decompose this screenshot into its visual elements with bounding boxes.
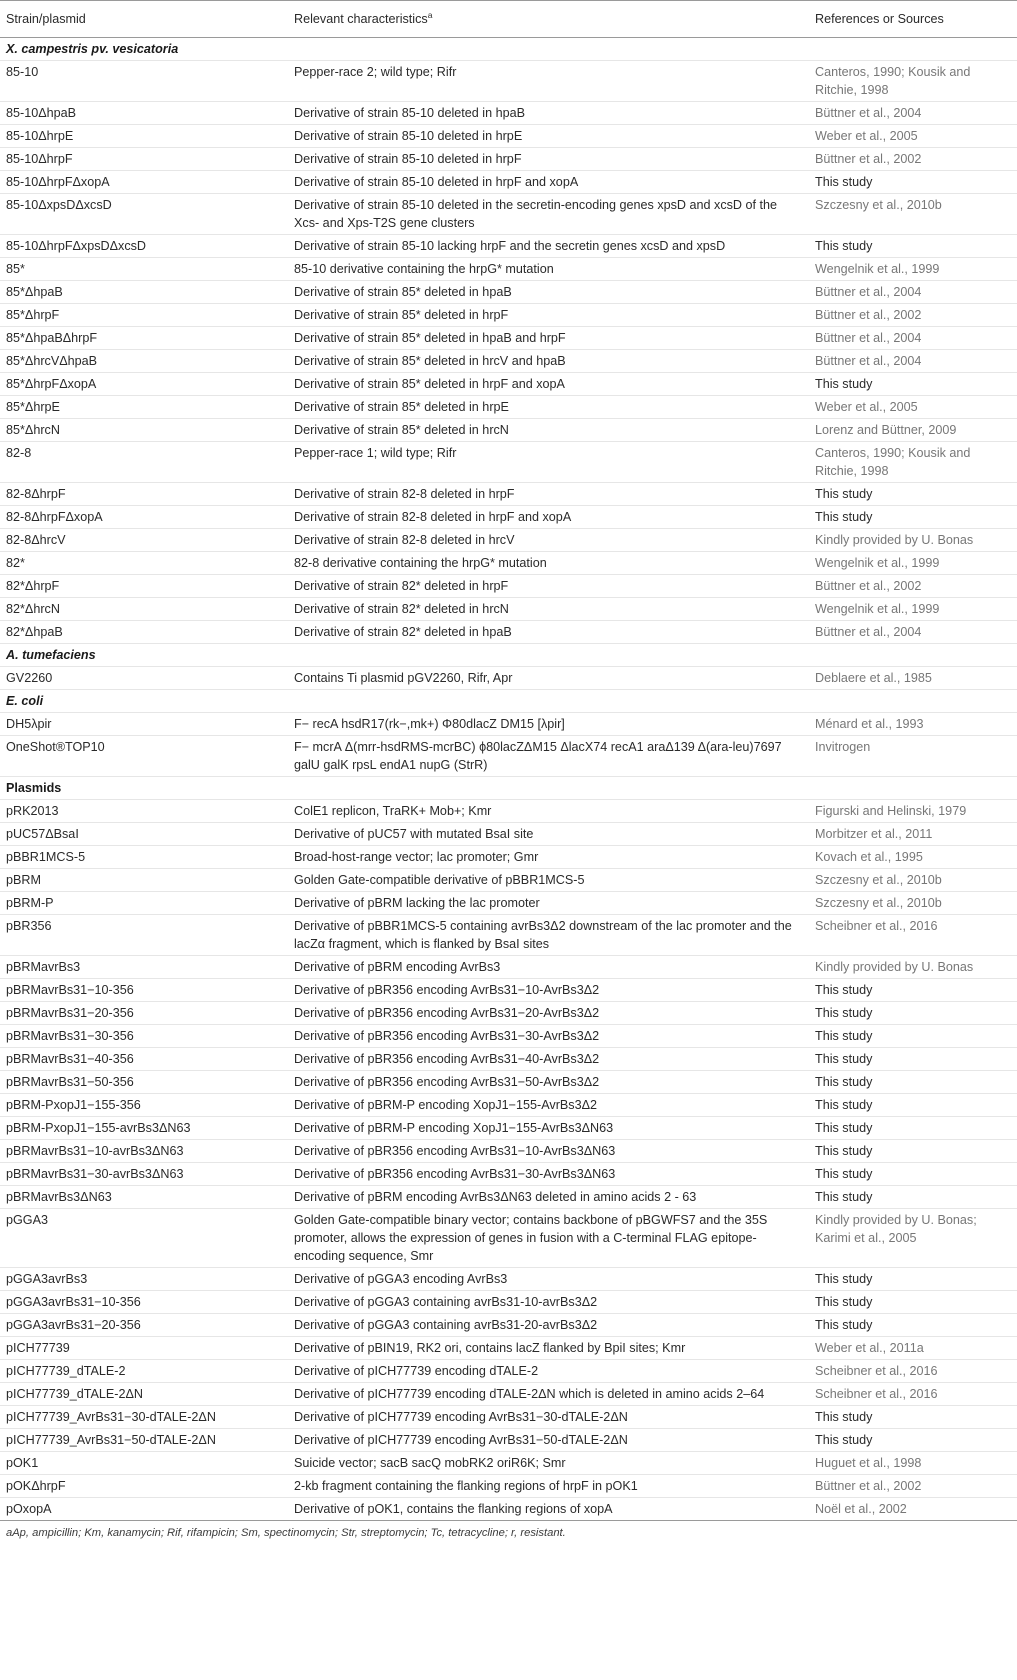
cell-strain: GV2260 xyxy=(0,667,287,690)
cell-strain: 82*ΔhpaB xyxy=(0,621,287,644)
table-row xyxy=(0,148,1017,171)
cell-strain: 85*ΔhrpE xyxy=(0,396,287,419)
cell-reference: This study xyxy=(807,1406,1017,1429)
cell-reference: Canteros, 1990; Kousik and Ritchie, 1998 xyxy=(807,442,1017,483)
cell-characteristics: Derivative of pICH77739 encoding AvrBs31−50-dTALE-2ΔN xyxy=(287,1429,807,1452)
table-row xyxy=(0,327,1017,350)
table-row xyxy=(0,1475,1017,1498)
cell-characteristics: Suicide vector; sacB sacQ mobRK2 oriR6K; Smr xyxy=(287,1452,807,1475)
cell-strain: 85*ΔhrcN xyxy=(0,419,287,442)
table-row xyxy=(0,442,1017,483)
cell-characteristics: Derivative of pBR356 encoding AvrBs31−30-AvrBs3ΔN63 xyxy=(287,1163,807,1186)
cell-reference: Büttner et al., 2002 xyxy=(807,575,1017,598)
table-row xyxy=(0,915,1017,956)
cell-strain: 82* xyxy=(0,552,287,575)
cell-reference: This study xyxy=(807,483,1017,506)
cell-reference: Morbitzer et al., 2011 xyxy=(807,823,1017,846)
cell-characteristics: Derivative of strain 85-10 deleted in hrpF xyxy=(287,148,807,171)
cell-reference: Wengelnik et al., 1999 xyxy=(807,552,1017,575)
cell-characteristics: Derivative of strain 85-10 deleted in the secretin-encoding genes xpsD and xcsD of the Xcs- and Xps-T2S gene clusters xyxy=(287,194,807,235)
cell-characteristics: Derivative of strain 85* deleted in hrpE xyxy=(287,396,807,419)
table-row xyxy=(0,1498,1017,1521)
table-row xyxy=(0,194,1017,235)
cell-reference: Scheibner et al., 2016 xyxy=(807,1360,1017,1383)
cell-characteristics: Derivative of strain 85-10 lacking hrpF and the secretin genes xcsD and xpsD xyxy=(287,235,807,258)
cell-reference: Kindly provided by U. Bonas xyxy=(807,529,1017,552)
table-header xyxy=(0,1,1017,38)
cell-strain: pBRMavrBs3 xyxy=(0,956,287,979)
table-row xyxy=(0,235,1017,258)
cell-reference: Figurski and Helinski, 1979 xyxy=(807,800,1017,823)
cell-reference: Büttner et al., 2002 xyxy=(807,304,1017,327)
cell-characteristics: Contains Ti plasmid pGV2260, Rifr, Apr xyxy=(287,667,807,690)
cell-strain: pBRMavrBs31−10-356 xyxy=(0,979,287,1002)
cell-reference: This study xyxy=(807,373,1017,396)
table-row xyxy=(0,823,1017,846)
table-row xyxy=(0,1452,1017,1475)
table-row xyxy=(0,281,1017,304)
cell-characteristics: Derivative of strain 82-8 deleted in hrpF xyxy=(287,483,807,506)
table-row xyxy=(0,1071,1017,1094)
cell-strain: pBR356 xyxy=(0,915,287,956)
cell-strain: DH5λpir xyxy=(0,713,287,736)
cell-reference: Szczesny et al., 2010b xyxy=(807,194,1017,235)
section-heading: A. tumefaciens xyxy=(0,644,1017,667)
cell-characteristics: Derivative of pBBR1MCS-5 containing avrBs3Δ2 downstream of the lac promoter and the lacZα fragment, which is flanked by BsaI sites xyxy=(287,915,807,956)
table-row xyxy=(0,1360,1017,1383)
table-row xyxy=(0,125,1017,148)
cell-characteristics: Derivative of pUC57 with mutated BsaI site xyxy=(287,823,807,846)
cell-strain: pOxopA xyxy=(0,1498,287,1521)
cell-characteristics: Derivative of strain 82-8 deleted in hrpF and xopA xyxy=(287,506,807,529)
cell-characteristics: Derivative of pBRM encoding AvrBs3 xyxy=(287,956,807,979)
cell-strain: pBRMavrBs3ΔN63 xyxy=(0,1186,287,1209)
cell-strain: 85-10ΔhrpE xyxy=(0,125,287,148)
table-row xyxy=(0,1140,1017,1163)
cell-strain: pBRMavrBs31−30-356 xyxy=(0,1025,287,1048)
cell-strain: pBRM-PxopJ1−155-avrBs3ΔN63 xyxy=(0,1117,287,1140)
cell-characteristics: Derivative of pGGA3 containing avrBs31-20-avrBs3Δ2 xyxy=(287,1314,807,1337)
table-row xyxy=(0,1048,1017,1071)
cell-strain: 82-8 xyxy=(0,442,287,483)
cell-strain: pBRMavrBs31−40-356 xyxy=(0,1048,287,1071)
cell-characteristics: Derivative of pGGA3 containing avrBs31-10-avrBs3Δ2 xyxy=(287,1291,807,1314)
cell-characteristics: F− mcrA Δ(mrr-hsdRMS-mcrBC) ϕ80lacZΔM15 ΔlacX74 recA1 araΔ139 Δ(ara-leu)7697 galU galK rpsL endA1 nupG (StrR) xyxy=(287,736,807,777)
cell-reference: This study xyxy=(807,1314,1017,1337)
table-body xyxy=(0,38,1017,1521)
table-row xyxy=(0,304,1017,327)
cell-characteristics: Derivative of strain 85* deleted in hrpF xyxy=(287,304,807,327)
table-row xyxy=(0,1163,1017,1186)
header-footnote-marker: a xyxy=(427,9,433,20)
table-row xyxy=(0,1002,1017,1025)
cell-reference: This study xyxy=(807,1025,1017,1048)
section-heading-row xyxy=(0,38,1017,61)
cell-strain: pUC57ΔBsaI xyxy=(0,823,287,846)
table-row xyxy=(0,1406,1017,1429)
cell-strain: pICH77739_dTALE-2 xyxy=(0,1360,287,1383)
cell-characteristics: Derivative of strain 85* deleted in hpaB xyxy=(287,281,807,304)
cell-strain: pBRMavrBs31−50-356 xyxy=(0,1071,287,1094)
cell-reference: Scheibner et al., 2016 xyxy=(807,915,1017,956)
cell-strain: pICH77739_AvrBs31−50-dTALE-2ΔN xyxy=(0,1429,287,1452)
header-strain-plasmid: Strain/plasmid xyxy=(0,1,287,38)
cell-characteristics: Derivative of strain 85-10 deleted in hpaB xyxy=(287,102,807,125)
cell-characteristics: 85-10 derivative containing the hrpG* mutation xyxy=(287,258,807,281)
cell-strain: pOK1 xyxy=(0,1452,287,1475)
cell-reference: Ménard et al., 1993 xyxy=(807,713,1017,736)
cell-reference: Huguet et al., 1998 xyxy=(807,1452,1017,1475)
cell-reference: Büttner et al., 2004 xyxy=(807,621,1017,644)
cell-reference: Weber et al., 2005 xyxy=(807,125,1017,148)
cell-reference: Kindly provided by U. Bonas xyxy=(807,956,1017,979)
table-row xyxy=(0,1337,1017,1360)
cell-characteristics: Derivative of pBRM-P encoding XopJ1−155-AvrBs3Δ2 xyxy=(287,1094,807,1117)
cell-characteristics: Derivative of strain 82-8 deleted in hrcV xyxy=(287,529,807,552)
cell-strain: 85*ΔhpaB xyxy=(0,281,287,304)
cell-strain: pBRM-P xyxy=(0,892,287,915)
cell-strain: 85*ΔhpaBΔhrpF xyxy=(0,327,287,350)
cell-strain: OneShot®TOP10 xyxy=(0,736,287,777)
cell-characteristics: Derivative of strain 85-10 deleted in hrpE xyxy=(287,125,807,148)
table-row xyxy=(0,1209,1017,1268)
cell-strain: 85*ΔhrpFΔxopA xyxy=(0,373,287,396)
table-row xyxy=(0,1186,1017,1209)
header-references: References or Sources xyxy=(807,1,1017,38)
cell-reference: Wengelnik et al., 1999 xyxy=(807,598,1017,621)
cell-reference: Büttner et al., 2004 xyxy=(807,102,1017,125)
table-row xyxy=(0,598,1017,621)
cell-strain: 85-10ΔhrpF xyxy=(0,148,287,171)
cell-strain: 82-8ΔhrpF xyxy=(0,483,287,506)
cell-strain: pGGA3avrBs31−20-356 xyxy=(0,1314,287,1337)
cell-strain: pGGA3avrBs31−10-356 xyxy=(0,1291,287,1314)
table-row xyxy=(0,396,1017,419)
table-row xyxy=(0,1429,1017,1452)
cell-reference: This study xyxy=(807,235,1017,258)
cell-reference: This study xyxy=(807,171,1017,194)
cell-characteristics: Derivative of strain 85* deleted in hpaB and hrpF xyxy=(287,327,807,350)
table-row xyxy=(0,846,1017,869)
cell-strain: pICH77739 xyxy=(0,1337,287,1360)
cell-characteristics: Pepper-race 1; wild type; Rifr xyxy=(287,442,807,483)
table-row xyxy=(0,350,1017,373)
cell-reference: Büttner et al., 2002 xyxy=(807,148,1017,171)
cell-reference: Noël et al., 2002 xyxy=(807,1498,1017,1521)
cell-reference: Scheibner et al., 2016 xyxy=(807,1383,1017,1406)
cell-strain: 85-10ΔhrpFΔxpsDΔxcsD xyxy=(0,235,287,258)
cell-reference: Kovach et al., 1995 xyxy=(807,846,1017,869)
cell-characteristics: Derivative of pBIN19, RK2 ori, contains lacZ flanked by BpiI sites; Kmr xyxy=(287,1337,807,1360)
cell-reference: This study xyxy=(807,1048,1017,1071)
cell-characteristics: Derivative of pBR356 encoding AvrBs31−10-AvrBs3ΔN63 xyxy=(287,1140,807,1163)
cell-strain: 85-10 xyxy=(0,61,287,102)
table-row xyxy=(0,552,1017,575)
table-row xyxy=(0,667,1017,690)
cell-reference: Büttner et al., 2004 xyxy=(807,350,1017,373)
cell-reference: This study xyxy=(807,1002,1017,1025)
cell-characteristics: Golden Gate-compatible derivative of pBBR1MCS-5 xyxy=(287,869,807,892)
table-row xyxy=(0,1314,1017,1337)
cell-reference: This study xyxy=(807,1268,1017,1291)
cell-strain: pBRMavrBs31−20-356 xyxy=(0,1002,287,1025)
cell-characteristics: Derivative of pBR356 encoding AvrBs31−30-AvrBs3Δ2 xyxy=(287,1025,807,1048)
section-heading: X. campestris pv. vesicatoria xyxy=(0,38,1017,61)
cell-characteristics: Derivative of pBRM encoding AvrBs3ΔN63 deleted in amino acids 2 - 63 xyxy=(287,1186,807,1209)
cell-reference: Büttner et al., 2004 xyxy=(807,327,1017,350)
cell-characteristics: Derivative of strain 82* deleted in hrpF xyxy=(287,575,807,598)
cell-reference: Weber et al., 2011a xyxy=(807,1337,1017,1360)
section-heading-row xyxy=(0,644,1017,667)
cell-strain: pBBR1MCS-5 xyxy=(0,846,287,869)
cell-reference: Szczesny et al., 2010b xyxy=(807,869,1017,892)
cell-characteristics: Derivative of strain 85-10 deleted in hrpF and xopA xyxy=(287,171,807,194)
table-row xyxy=(0,529,1017,552)
cell-strain: pRK2013 xyxy=(0,800,287,823)
cell-strain: pBRM xyxy=(0,869,287,892)
table-row xyxy=(0,869,1017,892)
cell-characteristics: 82-8 derivative containing the hrpG* mutation xyxy=(287,552,807,575)
cell-characteristics: 2-kb fragment containing the flanking regions of hrpF in pOK1 xyxy=(287,1475,807,1498)
cell-reference: This study xyxy=(807,1117,1017,1140)
cell-characteristics: Derivative of strain 82* deleted in hpaB xyxy=(287,621,807,644)
header-relevant-characteristics: Relevant characteristics$^a$ xyxy=(287,1,807,38)
cell-characteristics: F− recA hsdR17(rk−,mk+) Φ80dlacZ DM15 [λpir] xyxy=(287,713,807,736)
table-row xyxy=(0,736,1017,777)
table-row xyxy=(0,506,1017,529)
cell-strain: 85*ΔhrpF xyxy=(0,304,287,327)
cell-reference: Büttner et al., 2004 xyxy=(807,281,1017,304)
table-row xyxy=(0,979,1017,1002)
table-row xyxy=(0,713,1017,736)
cell-characteristics: Derivative of pBR356 encoding AvrBs31−40-AvrBs3Δ2 xyxy=(287,1048,807,1071)
cell-reference: Deblaere et al., 1985 xyxy=(807,667,1017,690)
cell-reference: Büttner et al., 2002 xyxy=(807,1475,1017,1498)
cell-strain: pGGA3 xyxy=(0,1209,287,1268)
cell-strain: pBRMavrBs31−30-avrBs3ΔN63 xyxy=(0,1163,287,1186)
cell-characteristics: Derivative of strain 85* deleted in hrcN xyxy=(287,419,807,442)
cell-characteristics: Derivative of strain 85* deleted in hrpF and xopA xyxy=(287,373,807,396)
table-row xyxy=(0,102,1017,125)
cell-reference: Wengelnik et al., 1999 xyxy=(807,258,1017,281)
table-row xyxy=(0,171,1017,194)
cell-characteristics: Derivative of pBR356 encoding AvrBs31−20-AvrBs3Δ2 xyxy=(287,1002,807,1025)
cell-characteristics: Derivative of pGGA3 encoding AvrBs3 xyxy=(287,1268,807,1291)
cell-characteristics: Derivative of pBR356 encoding AvrBs31−50-AvrBs3Δ2 xyxy=(287,1071,807,1094)
cell-reference: This study xyxy=(807,1429,1017,1452)
table-row xyxy=(0,800,1017,823)
cell-reference: This study xyxy=(807,1140,1017,1163)
cell-strain: 82*ΔhrcN xyxy=(0,598,287,621)
table-row xyxy=(0,258,1017,281)
cell-strain: pBRMavrBs31−10-avrBs3ΔN63 xyxy=(0,1140,287,1163)
cell-reference: Szczesny et al., 2010b xyxy=(807,892,1017,915)
cell-reference: Invitrogen xyxy=(807,736,1017,777)
cell-characteristics: Derivative of strain 82* deleted in hrcN xyxy=(287,598,807,621)
table-row xyxy=(0,61,1017,102)
table-row xyxy=(0,419,1017,442)
cell-strain: pICH77739_dTALE-2ΔN xyxy=(0,1383,287,1406)
cell-characteristics: ColE1 replicon, TraRK+ Mob+; Kmr xyxy=(287,800,807,823)
section-heading-row xyxy=(0,777,1017,800)
table-row xyxy=(0,1117,1017,1140)
table-row xyxy=(0,483,1017,506)
cell-characteristics: Derivative of pICH77739 encoding dTALE-2 xyxy=(287,1360,807,1383)
cell-reference: This study xyxy=(807,506,1017,529)
table-row xyxy=(0,1094,1017,1117)
cell-characteristics: Derivative of pICH77739 encoding AvrBs31−30-dTALE-2ΔN xyxy=(287,1406,807,1429)
cell-strain: pICH77739_AvrBs31−30-dTALE-2ΔN xyxy=(0,1406,287,1429)
table-row xyxy=(0,956,1017,979)
section-heading-row xyxy=(0,690,1017,713)
cell-reference: This study xyxy=(807,1163,1017,1186)
table-row xyxy=(0,892,1017,915)
table-row xyxy=(0,1025,1017,1048)
cell-characteristics: Derivative of pBR356 encoding AvrBs31−10-AvrBs3Δ2 xyxy=(287,979,807,1002)
cell-strain: 85-10ΔhpaB xyxy=(0,102,287,125)
cell-strain: pOKΔhrpF xyxy=(0,1475,287,1498)
cell-strain: 85-10ΔxpsDΔxcsD xyxy=(0,194,287,235)
cell-strain: 82*ΔhrpF xyxy=(0,575,287,598)
cell-reference: Lorenz and Büttner, 2009 xyxy=(807,419,1017,442)
cell-strain: pGGA3avrBs3 xyxy=(0,1268,287,1291)
cell-characteristics: Derivative of pICH77739 encoding dTALE-2ΔN which is deleted in amino acids 2–64 xyxy=(287,1383,807,1406)
cell-reference: This study xyxy=(807,1071,1017,1094)
cell-strain: pBRM-PxopJ1−155-356 xyxy=(0,1094,287,1117)
cell-characteristics: Broad-host-range vector; lac promoter; Gmr xyxy=(287,846,807,869)
table-row xyxy=(0,1383,1017,1406)
table-row xyxy=(0,1268,1017,1291)
cell-strain: 85-10ΔhrpFΔxopA xyxy=(0,171,287,194)
cell-reference: This study xyxy=(807,1291,1017,1314)
cell-characteristics: Derivative of pBRM lacking the lac promoter xyxy=(287,892,807,915)
section-heading: Plasmids xyxy=(0,777,1017,800)
table-row xyxy=(0,1291,1017,1314)
table-row xyxy=(0,373,1017,396)
section-heading: E. coli xyxy=(0,690,1017,713)
cell-characteristics: Golden Gate-compatible binary vector; contains backbone of pBGWFS7 and the 35S promoter, allows the expression of genes in fusion with a C-terminal FLAG epitope-encoding sequence, Smr xyxy=(287,1209,807,1268)
cell-reference: Kindly provided by U. Bonas; Karimi et al., 2005 xyxy=(807,1209,1017,1268)
cell-reference: This study xyxy=(807,1186,1017,1209)
cell-reference: This study xyxy=(807,1094,1017,1117)
table-row xyxy=(0,575,1017,598)
cell-reference: Canteros, 1990; Kousik and Ritchie, 1998 xyxy=(807,61,1017,102)
table-row xyxy=(0,621,1017,644)
cell-strain: 85*ΔhrcVΔhpaB xyxy=(0,350,287,373)
cell-strain: 82-8ΔhrpFΔxopA xyxy=(0,506,287,529)
cell-strain: 82-8ΔhrcV xyxy=(0,529,287,552)
cell-reference: Weber et al., 2005 xyxy=(807,396,1017,419)
cell-characteristics: Derivative of pOK1, contains the flanking regions of xopA xyxy=(287,1498,807,1521)
cell-characteristics: Derivative of strain 85* deleted in hrcV and hpaB xyxy=(287,350,807,373)
cell-characteristics: Derivative of pBRM-P encoding XopJ1−155-AvrBs3ΔN63 xyxy=(287,1117,807,1140)
cell-strain: 85* xyxy=(0,258,287,281)
cell-reference: This study xyxy=(807,979,1017,1002)
table-footnote: aAp, ampicillin; Km, kanamycin; Rif, rifampicin; Sm, spectinomycin; Str, streptomycin; Tc, tetracycline; r, resistant. xyxy=(6,1527,566,1539)
cell-characteristics: Pepper-race 2; wild type; Rifr xyxy=(287,61,807,102)
